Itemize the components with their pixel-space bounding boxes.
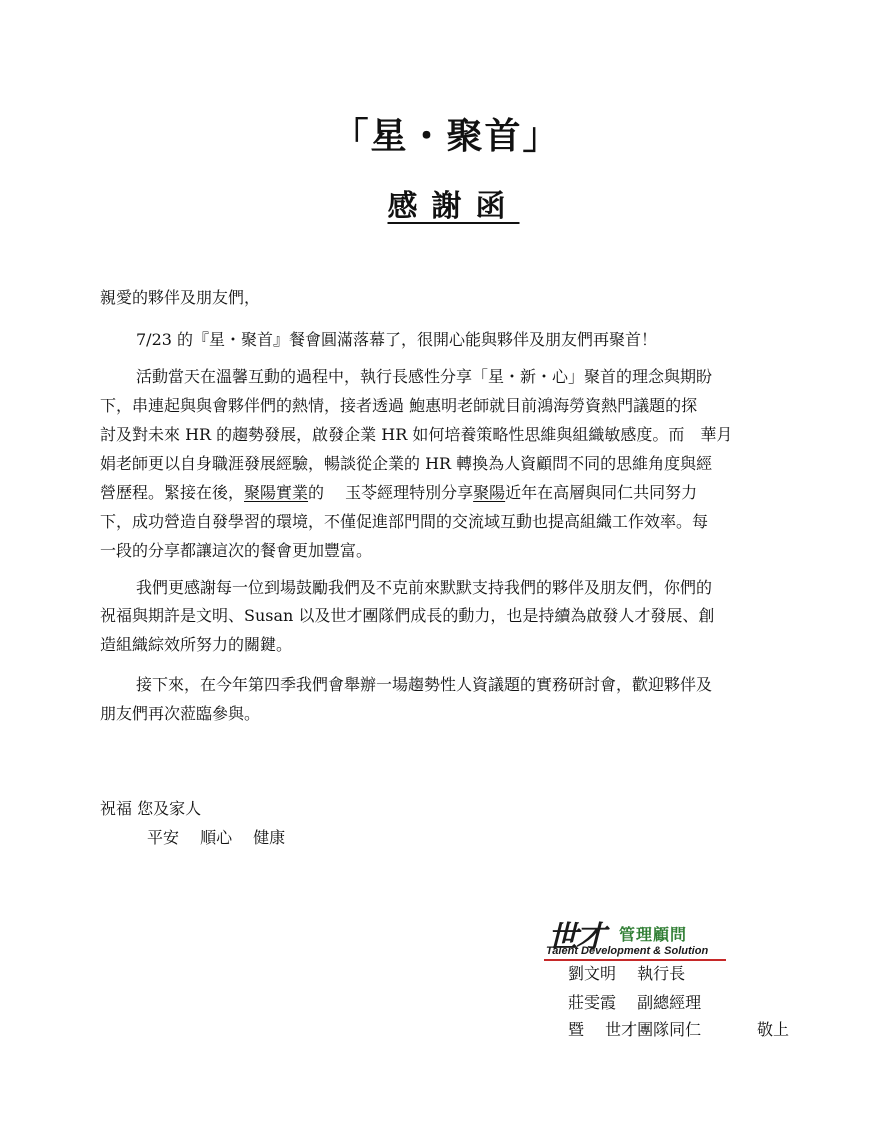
logo-chinese: 世才 xyxy=(548,920,604,955)
paragraph-2-line: 下，成功營造自發學習的環境，不僅促進部門間的交流域互動也提高組織工作效率。每 xyxy=(100,512,709,531)
letter-title: 「星・聚首」 xyxy=(332,115,561,157)
closing-line-1: 祝福 您及家人 xyxy=(100,799,202,818)
company-name-underlined: 聚陽實業 xyxy=(244,483,309,502)
paragraph-2-line: 娟老師更以自身職涯發展經驗，暢談從企業的 HR 轉換為人資顧問不同的思維角度與經 xyxy=(100,454,713,473)
signature-line-3: 暨 世才團隊同仁 xyxy=(568,1020,702,1039)
paragraph-2-line: 活動當天在溫馨互動的過程中，執行長感性分享「星・新・心」聚首的理念與期盼 xyxy=(136,367,713,386)
closing-line-2: 平安 順心 健康 xyxy=(147,828,286,847)
paragraph-4-line: 朋友們再次蒞臨參與。 xyxy=(100,704,261,723)
paragraph-4-line: 接下來，在今年第四季我們會舉辦一場趨勢性人資議題的實務研討會，歡迎夥伴及 xyxy=(136,675,713,694)
paragraph-2-text: 近年在高層與同仁共同努力 xyxy=(505,483,698,502)
letter-subtitle-text: 感謝函 xyxy=(387,189,520,224)
paragraph-3-line: 祝福與期許是文明、Susan 以及世才團隊們成長的動力，也是持續為啟發人才發展、創 xyxy=(100,606,715,625)
paragraph-2-line: 一段的分享都讓這次的餐會更加豐富。 xyxy=(100,541,373,560)
paragraph-2-text: 營歷程。緊接在後， xyxy=(100,483,245,502)
paragraph-3-line: 造組織綜效所努力的關鍵。 xyxy=(100,635,293,654)
logo-subtitle: 管理顧問 xyxy=(619,925,688,944)
paragraph-2-text: 的 玉苓經理特別分享 xyxy=(308,483,474,502)
logo-english: Talent Development & Solution xyxy=(546,945,709,957)
paragraph-2-line xyxy=(100,485,697,501)
logo-underline xyxy=(544,959,726,961)
signature-regards: 敬上 xyxy=(757,1020,790,1039)
signature-line-1: 劉文明 執行長 xyxy=(568,964,686,983)
letter-subtitle xyxy=(0,181,893,225)
paragraph-1-line: 7/23 的『星・聚首』餐會圓滿落幕了，很開心能與夥伴及朋友們再聚首！ xyxy=(136,330,658,349)
paragraph-2-line: 下，串連起與與會夥伴們的熱情，接者透過 鮑惠明老師就目前鴻海勞資熱門議題的探 xyxy=(100,396,698,415)
paragraph-2-line: 討及對未來 HR 的趨勢發展，啟發企業 HR 如何培養策略性思維與組織敏感度。而 華月 xyxy=(100,425,733,444)
paragraph-3-line: 我們更感謝每一位到場鼓勵我們及不克前來默默支持我們的夥伴及朋友們，你們的 xyxy=(136,578,713,597)
salutation: 親愛的夥伴及朋友們， xyxy=(100,288,261,307)
company-short-underlined: 聚陽 xyxy=(473,483,506,502)
company-logo xyxy=(540,912,730,964)
signature-line-2: 莊雯霞 副總經理 xyxy=(568,993,702,1012)
